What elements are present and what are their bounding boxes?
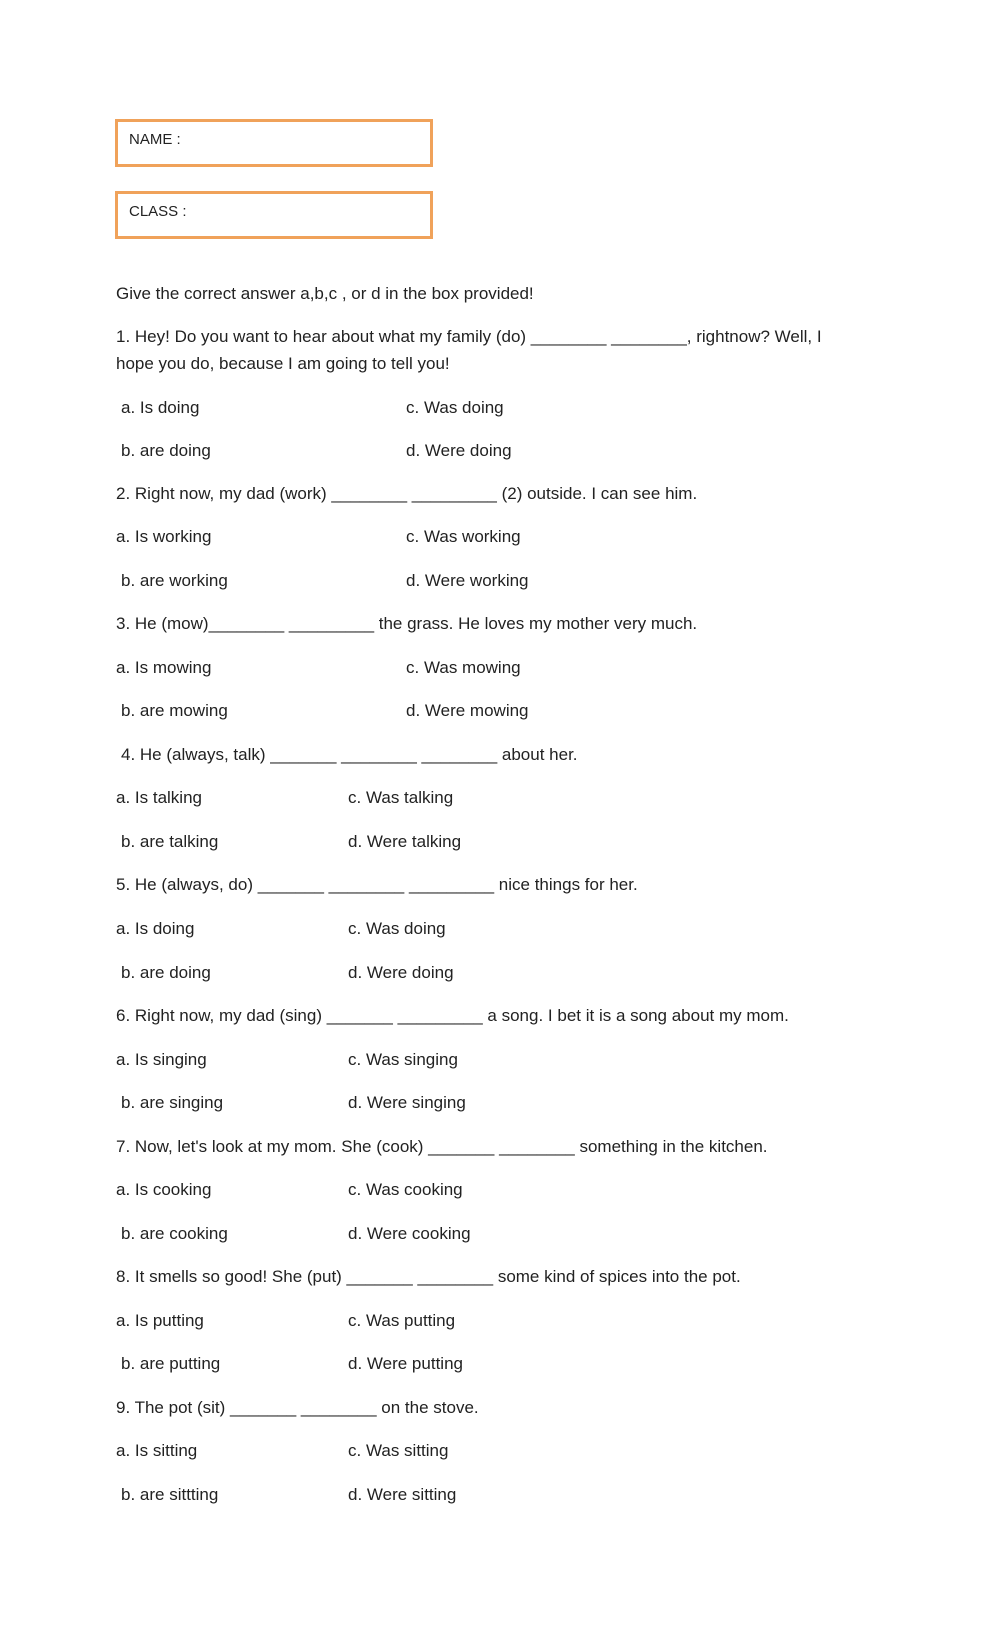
q8-option-d: d. Were putting: [348, 1354, 463, 1373]
q7-option-a: a. Is cooking: [116, 1180, 212, 1199]
q1-option-d: d. Were doing: [406, 441, 512, 460]
question-5-text: 5. He (always, do) _______ ________ _________ nice things for her.: [116, 875, 638, 894]
question-1-text-continued: hope you do, because I am going to tell you!: [116, 354, 450, 373]
q3-option-a: a. Is mowing: [116, 658, 212, 677]
q7-option-b: b. are cooking: [121, 1224, 228, 1243]
q4-option-a: a. Is talking: [116, 788, 202, 807]
q4-option-c: c. Was talking: [348, 788, 454, 807]
q9-option-a: a. Is sitting: [116, 1441, 198, 1460]
q6-option-a: a. Is singing: [116, 1050, 207, 1069]
question-9-text: 9. The pot (sit) _______ ________ on the stove.: [116, 1398, 479, 1417]
question-3-text: 3. He (mow)________ _________ the grass. He loves my mother very much.: [116, 614, 698, 633]
question-8-text: 8. It smells so good! She (put) _______ ________ some kind of spices into the pot.: [116, 1267, 741, 1286]
q6-option-c: c. Was singing: [348, 1050, 458, 1069]
q9-option-c: c. Was sitting: [348, 1441, 449, 1460]
class-input[interactable]: [198, 200, 422, 232]
instructions: Give the correct answer a,b,c , or d in the box provided!: [116, 284, 534, 303]
name-label: NAME :: [129, 131, 181, 148]
q2-option-c: c. Was working: [406, 527, 521, 546]
q2-option-b: b. are working: [121, 571, 228, 590]
q1-option-a: a. Is doing: [121, 398, 200, 417]
q7-option-c: c. Was cooking: [348, 1180, 463, 1199]
q7-option-d: d. Were cooking: [348, 1224, 471, 1243]
q6-option-d: d. Were singing: [348, 1093, 466, 1112]
q8-option-b: b. are putting: [121, 1354, 221, 1373]
q3-option-c: c. Was mowing: [406, 658, 521, 677]
question-1-text: 1. Hey! Do you want to hear about what my family (do) ________ ________, rightnow? Well, I: [116, 327, 822, 346]
q4-option-b: b. are talking: [121, 832, 219, 851]
q3-option-b: b. are mowing: [121, 701, 228, 720]
q5-option-a: a. Is doing: [116, 919, 195, 938]
q8-option-c: c. Was putting: [348, 1311, 456, 1330]
question-7-text: 7. Now, let's look at my mom. She (cook) _______ ________ something in the kitchen.: [116, 1137, 768, 1156]
q5-option-b: b. are doing: [121, 963, 211, 982]
q9-option-b: b. are sittting: [121, 1485, 219, 1504]
q5-option-d: d. Were doing: [348, 963, 454, 982]
question-4-text: 4. He (always, talk) _______ ________ ________ about her.: [121, 745, 578, 764]
question-2-text: 2. Right now, my dad (work) ________ _________ (2) outside. I can see him.: [116, 484, 698, 503]
q9-option-d: d. Were sitting: [348, 1485, 457, 1504]
q3-option-d: d. Were mowing: [406, 701, 529, 720]
q8-option-a: a. Is putting: [116, 1311, 204, 1330]
name-box[interactable]: [115, 119, 433, 167]
name-input[interactable]: [198, 128, 422, 160]
class-label: CLASS :: [129, 203, 187, 220]
q2-option-a: a. Is working: [116, 527, 212, 546]
q4-option-d: d. Were talking: [348, 832, 462, 851]
class-box[interactable]: [115, 191, 433, 239]
question-6-text: 6. Right now, my dad (sing) _______ _________ a song. I bet it is a song about my mom.: [116, 1006, 789, 1025]
q1-option-c: c. Was doing: [406, 398, 504, 417]
q6-option-b: b. are singing: [121, 1093, 224, 1112]
q1-option-b: b. are doing: [121, 441, 211, 460]
q2-option-d: d. Were working: [406, 571, 529, 590]
q5-option-c: c. Was doing: [348, 919, 446, 938]
